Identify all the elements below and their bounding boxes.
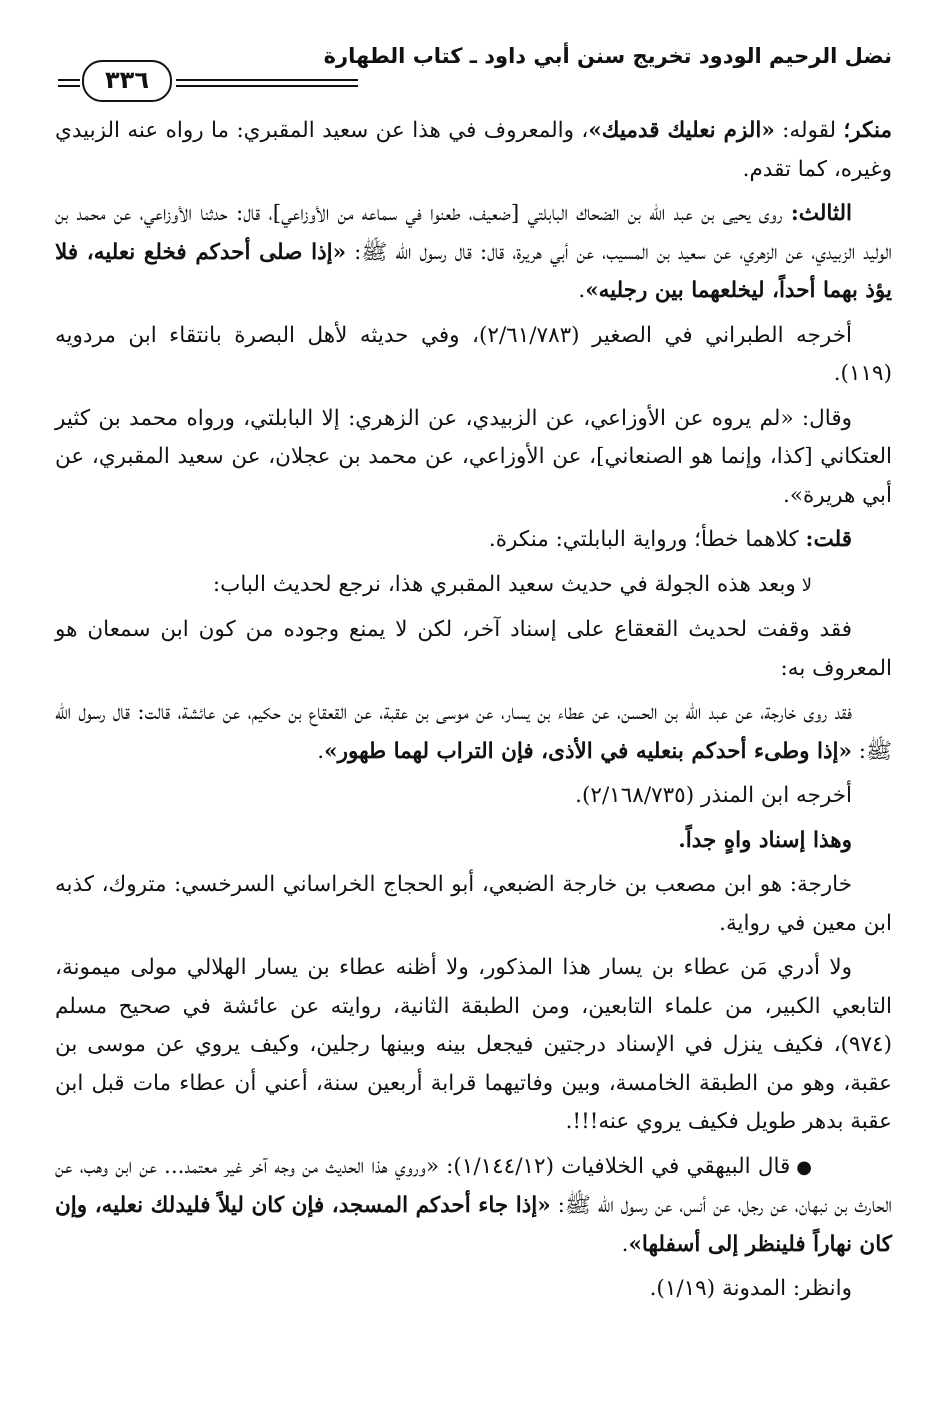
- paragraph-marker-icon: ●: [796, 1156, 812, 1178]
- text-run: خارجة: هو ابن مصعب بن خارجة الضبعي، أبو الحجاج الخراساني السرخسي: متروك، كذبه ابن معين في رواية.: [55, 872, 892, 936]
- page-number-ornament: [58, 50, 358, 94]
- paragraph: [55, 1270, 892, 1309]
- paragraph: [55, 694, 892, 771]
- text-run: فقد وقفت لحديث القعقاع على إسناد آخر، لكن لا يمنع وجوده من كون ابن سمعان هو المعروف به:: [55, 617, 892, 681]
- text-run: .: [578, 278, 586, 303]
- bold-text: منكر؛: [843, 118, 892, 143]
- paragraph: [55, 777, 892, 816]
- text-run: فقد روى خارجة، عن عبد الله بن الحسن، عن عطاء بن يسار، عن موسى بن عقبة، عن القعقاع بن حكيم، عن عائشة، قالت: قال رسول الله ﷺ:: [55, 700, 892, 764]
- header-rule-left: [58, 79, 80, 87]
- text-run: وقال: «لم يروه عن الأوزاعي، عن الزبيدي، عن الزهري: إلا البابلتي، ورواه محمد بن كثير العتكاني [كذا، وإنما هو الصنعاني]، عن الأوزاعي، عن محمد بن عجلان، عن سعيد المقبري، عن أبي هريرة».: [55, 405, 892, 508]
- paragraph: [55, 112, 892, 189]
- page-body: [55, 112, 892, 1315]
- text-run: وبعد هذه الجولة في حديث سعيد المقبري هذا، نرجع لحديث الباب:: [212, 571, 796, 597]
- text-run: ، والمعروف في هذا عن سعيد المقبري: ما رواه عنه الزبيدي وغيره، كما تقدم.: [55, 118, 892, 182]
- text-run: أخرجه الطبراني في الصغير (٢/٦١/٧٨٣)، وفي حديثه لأهل البصرة بانتقاء ابن مردويه (١١٩).: [55, 322, 892, 386]
- bold-text: «إذا صلى أحدكم فخلع نعليه، فلا يؤذ بهما أحداً، ليخلعهما بين رجليه»: [55, 239, 892, 303]
- bold-text: الثالث:: [790, 201, 852, 226]
- bold-text: «إذا وطىء أحدكم بنعليه في الأذى، فإن التراب لهما طهور»: [324, 738, 852, 764]
- header-rule-right: [176, 79, 358, 87]
- paragraph: [55, 1148, 892, 1265]
- paragraph: [55, 866, 892, 943]
- paragraph: [55, 949, 892, 1142]
- paragraph: [55, 195, 892, 311]
- bold-text: «إذا جاء أحدكم المسجد، فإن كان ليلاً فليدلك نعليه، وإن كان نهاراً فلينظر إلى أسفلها»: [55, 1193, 892, 1257]
- paragraph-marker-icon: ﻻ: [801, 574, 812, 596]
- paragraph: [55, 611, 892, 688]
- text-run: .: [317, 738, 325, 764]
- page-number: ٣٣٦: [82, 60, 172, 102]
- text-run: ولا أدري مَن عطاء بن يسار هذا المذكور، ولا أظنه عطاء بن يسار الهلالي مولى ميمونة، التابعي الكبير، من علماء التابعين، ومن الطبقة الثانية، روايته عن عائشة في صحيح مسلم (٩٧٤)، فكيف ينزل في الإسناد درجتين فيجعل بينه وبينها رجلين، وكيف يروي عن موسى بن عقبة، وهو من الطبقة الخامسة، وبين وفاتيهما قرابة أربعين سنة، أعني أن عطاء مات قبل ابن عقبة بدهر طويل فكيف يروي عنه!!!.: [55, 955, 892, 1134]
- text-run: لقوله:: [774, 118, 844, 143]
- running-title: نضل الرحيم الودود تخريج سنن أبي داود ـ كتاب الطهارة: [323, 44, 892, 68]
- paragraph: [55, 566, 892, 606]
- text-run: قال البيهقي في الخلافيات (١/١٤٤/١٢): «وروي هذا الحديث من وجه آخر غير معتمد... عن ابن وهب، عن الحارث بن نبهان، عن رجل، عن أنس، عن رسول الله ﷺ:: [55, 1153, 892, 1218]
- bold-text: قلت:: [805, 527, 852, 552]
- paragraph: [55, 400, 892, 516]
- paragraph: [55, 822, 892, 861]
- text-run: وانظر: المدونة (١/١٩).: [649, 1276, 852, 1301]
- bold-text: وهذا إسناد واهٍ جداً.: [678, 827, 852, 853]
- paragraph: [55, 317, 892, 394]
- text-run: روى يحيى بن عبد الله بن الضحاك البابلتي [ضعيف، طعنوا في سماعه من الأوزاعي]، قال: حدثنا الأوزاعي، عن محمد بن الوليد الزبيدي، عن الزهري، عن سعيد بن المسيب، عن أبي هريرة، قال: قال رسول الله ﷺ:: [55, 201, 892, 265]
- text-run: .: [621, 1231, 629, 1257]
- text-run: كلاهما خطأ؛ ورواية البابلتي: منكرة.: [488, 527, 806, 552]
- page-header: [58, 38, 892, 96]
- bold-text: «الزم نعليك قدميك»: [588, 118, 775, 143]
- paragraph: [55, 521, 892, 560]
- text-run: أخرجه ابن المنذر (٢/١٦٨/٧٣٥).: [575, 783, 852, 808]
